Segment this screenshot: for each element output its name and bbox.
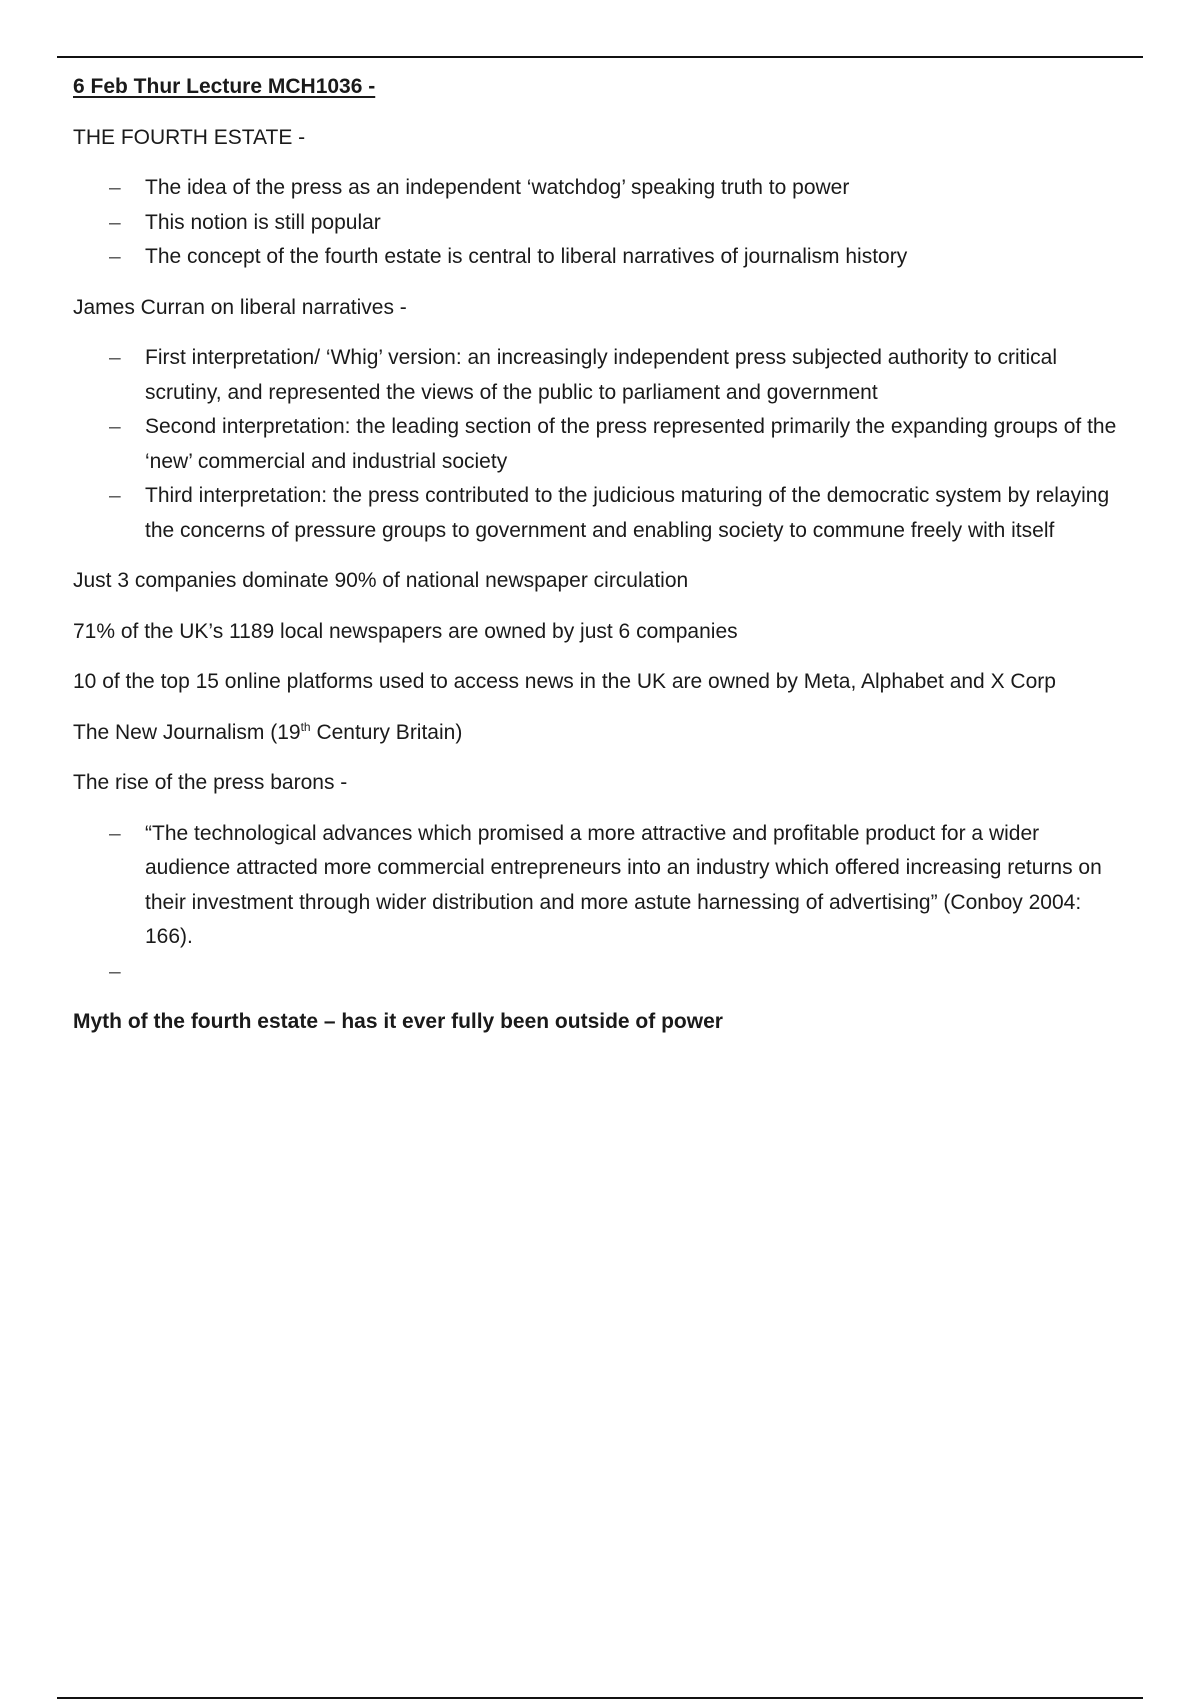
myth-statement: Myth of the fourth estate – has it ever fully been outside of power	[73, 1010, 723, 1033]
list-item	[73, 171, 1121, 206]
list-item	[73, 240, 1121, 275]
curran-list	[73, 341, 1121, 548]
curran-heading: James Curran on liberal narratives -	[73, 295, 407, 319]
list-item	[73, 410, 1121, 479]
press-barons-list	[73, 817, 1121, 990]
ordinal-superscript: th	[300, 719, 311, 734]
press-barons-heading: The rise of the press barons -	[73, 771, 348, 794]
list-item	[73, 341, 1121, 410]
fourth-estate-list	[73, 171, 1121, 275]
dash-bullet: –	[109, 346, 121, 369]
list-item-text: Second interpretation: the leading section of the press represented primarily the expanding groups of the ‘new’ commercial and industrial society	[145, 415, 1117, 473]
list-item-text: Third interpretation: the press contributed to the judicious maturing of the democratic system by relaying the concerns of pressure groups to government and enabling society to commune freely with itself	[145, 484, 1110, 542]
stat-online-platforms: 10 of the top 15 online platforms used to access news in the UK are owned by Meta, Alphabet and X Corp	[73, 670, 1056, 693]
fourth-estate-heading: THE FOURTH ESTATE -	[73, 125, 306, 149]
new-journalism-line	[73, 716, 1121, 751]
list-item-text: This notion is still popular	[145, 210, 381, 234]
dash-bullet: –	[109, 959, 121, 983]
dash-bullet: –	[109, 415, 121, 438]
list-item-text: First interpretation/ ‘Whig’ version: an increasingly independent press subjected authority to critical scrutiny, and represented the views of the public to parliament and government	[145, 346, 1058, 404]
list-item	[73, 817, 1121, 955]
quote-text: “The technological advances which promised a more attractive and profitable product for a wider audience attracted more commercial entrepreneurs into an industry which offered increasing returns on their investment through wider distribution and more astute harnessing of advertising” (Conboy 2004: 166).	[145, 821, 1102, 948]
dash-bullet: –	[109, 821, 121, 845]
top-page-rule	[57, 56, 1143, 58]
dash-bullet: –	[109, 245, 121, 268]
list-item	[73, 206, 1121, 241]
lecture-title: 6 Feb Thur Lecture MCH1036 -	[73, 75, 376, 98]
list-item	[73, 479, 1121, 548]
new-journalism-text: The New Journalism (19	[73, 720, 301, 744]
stat-local-newspapers: 71% of the UK’s 1189 local newspapers are owned by just 6 companies	[73, 619, 738, 643]
empty-list-item	[73, 955, 1121, 990]
stat-national-circulation: Just 3 companies dominate 90% of national newspaper circulation	[73, 569, 689, 592]
dash-bullet: –	[109, 484, 121, 507]
new-journalism-text-end: Century Britain)	[310, 720, 463, 744]
list-item-text: The concept of the fourth estate is central to liberal narratives of journalism history	[145, 245, 908, 268]
dash-bullet: –	[109, 210, 121, 234]
bottom-page-rule	[57, 1697, 1143, 1699]
list-item-text: The idea of the press as an independent ‘watchdog’ speaking truth to power	[145, 176, 850, 199]
dash-bullet: –	[109, 176, 121, 199]
document-body	[73, 70, 1121, 1056]
